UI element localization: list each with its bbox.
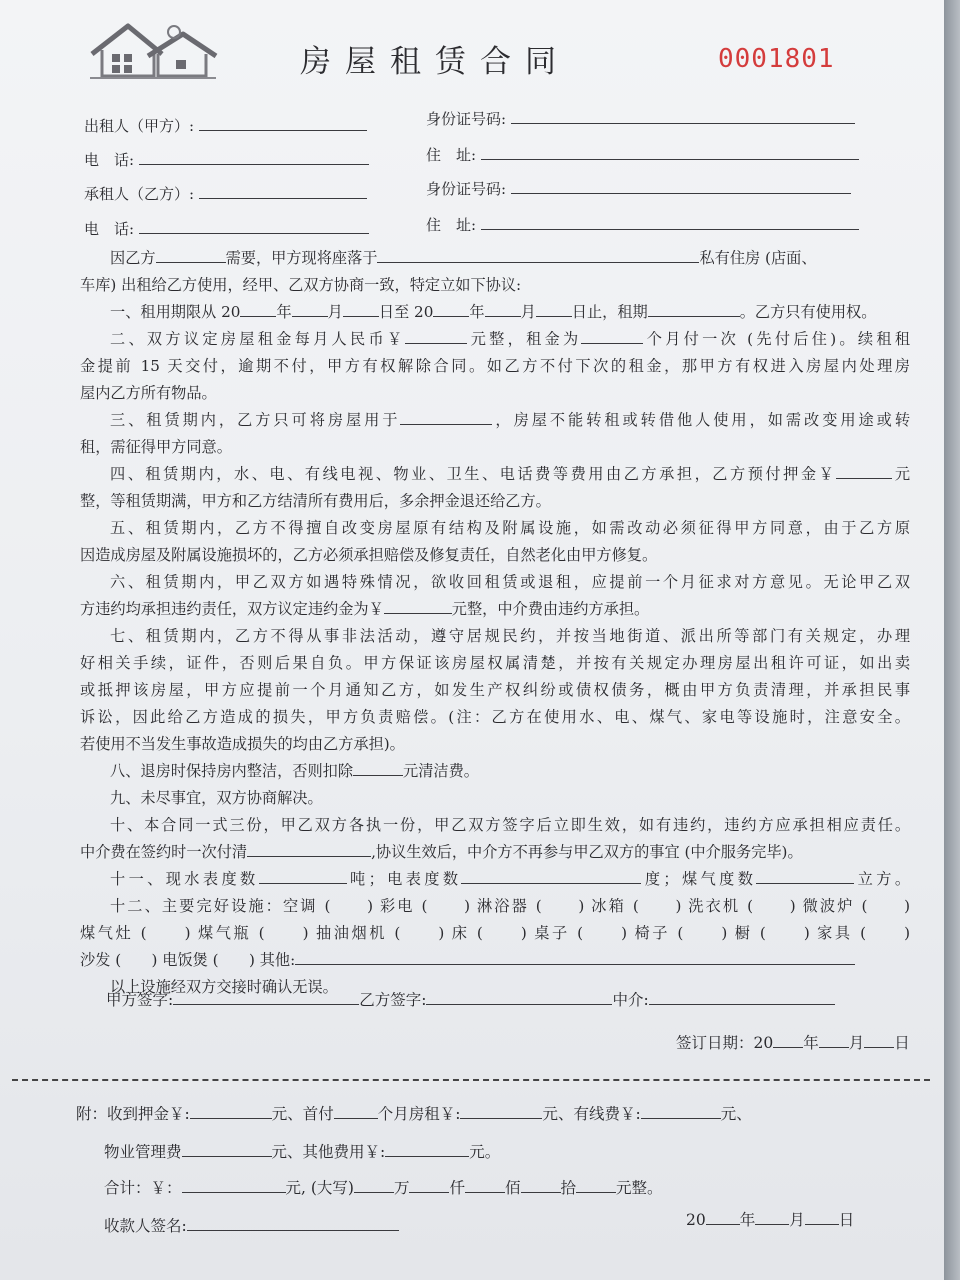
clause-text: 度；煤气度数 bbox=[641, 870, 757, 888]
receipt-unit: 元、 bbox=[720, 1105, 752, 1123]
end-month-blank[interactable] bbox=[485, 300, 521, 317]
clause-10-line-1: 十、本合同一式三份，甲乙双方各执一份，甲乙双方签字后立即生效，如有违约，违约方应承担相应责任。 bbox=[110, 816, 910, 834]
capital-yuan-blank[interactable] bbox=[576, 1176, 616, 1193]
clause-text: 四、租赁期内，水、电、有线电视、物业、卫生、电话费等费用由乙方承担，乙方预付押金￥ bbox=[110, 465, 837, 483]
receipt-day-blank[interactable] bbox=[805, 1208, 839, 1225]
clause-7-line-1: 七、租赁期内，乙方不得从事非法活动，遵守居规民约，并按当地街道、派出所等部门有关规定，办理 bbox=[110, 627, 910, 645]
clause-text: 沙发 ( ) 电饭煲 ( ) 其他: bbox=[80, 951, 296, 969]
party-b-signature-label: 乙方签字: bbox=[359, 991, 427, 1009]
clause-2-line-1 bbox=[80, 326, 910, 353]
clause-6-line-1: 六、租赁期内，甲乙双方如遇特殊情况，欲收回租赁或退租，应提前一个月征求对方意见。无论甲乙双 bbox=[110, 573, 910, 591]
confirm-line: 以上设施经双方交接时确认无误。 bbox=[110, 978, 338, 996]
agency-fee-blank[interactable] bbox=[247, 840, 371, 857]
capital-amount-label: 元, (大写) bbox=[285, 1179, 354, 1197]
lessor-blank[interactable] bbox=[199, 114, 367, 131]
end-day-blank[interactable] bbox=[536, 300, 572, 317]
signing-day-unit: 日 bbox=[894, 1034, 910, 1052]
agent-signature-label: 中介: bbox=[612, 991, 649, 1009]
payee-signature-label: 收款人签名: bbox=[104, 1217, 187, 1235]
clause-text: 吨；电表度数 bbox=[346, 870, 462, 888]
usage-blank[interactable] bbox=[400, 408, 492, 425]
clause-7-line-5: 若使用不当发生事故造成损失的均由乙方承担)。 bbox=[80, 735, 405, 753]
clause-4-line-2: 整，等租赁期满，甲方和乙方结清所有费用后，多余押金退还给乙方。 bbox=[80, 492, 551, 510]
phone-label-1: 电 话: bbox=[84, 151, 135, 169]
intro-text: 需要，甲方现将座落于 bbox=[225, 249, 378, 267]
reason-blank[interactable] bbox=[156, 246, 226, 263]
address-label-2: 住 址: bbox=[426, 216, 477, 234]
electric-meter-blank[interactable] bbox=[461, 867, 641, 884]
cable-fee-label: 元、有线费￥: bbox=[542, 1105, 641, 1123]
receipt-day-unit: 日 bbox=[838, 1211, 855, 1229]
id-number-blank-1[interactable] bbox=[511, 107, 855, 124]
receipt-unit: 元。 bbox=[469, 1143, 501, 1161]
signing-month-unit: 月 bbox=[848, 1034, 865, 1052]
id-number-field-2 bbox=[426, 177, 851, 199]
phone-blank-2[interactable] bbox=[139, 217, 369, 234]
first-payment-label: 元、首付 bbox=[271, 1105, 334, 1123]
deposit-received-blank[interactable] bbox=[190, 1102, 272, 1119]
clause-6-line-2 bbox=[80, 596, 910, 623]
months-blank[interactable] bbox=[334, 1102, 378, 1119]
total-label: 合计：￥： bbox=[104, 1179, 182, 1197]
contract-body bbox=[80, 245, 910, 1001]
capital-shi-blank[interactable] bbox=[521, 1176, 561, 1193]
clause-text: 个月付一次 (先付后住)。续租租 bbox=[643, 330, 911, 348]
gas-meter-blank[interactable] bbox=[756, 867, 854, 884]
clause-7-line-4: 诉讼，因此给乙方造成的损失，甲方负责赔偿。(注：乙方在使用水、电、煤气、家电等设施时，注意安全。 bbox=[80, 708, 910, 726]
clause-3-line-2: 租，需征得甲方同意。 bbox=[80, 438, 232, 456]
clause-text: 八、退房时保持房内整洁，否则扣除 bbox=[110, 762, 353, 780]
lessor-label: 出租人（甲方）: bbox=[84, 117, 195, 135]
phone-blank-1[interactable] bbox=[139, 148, 369, 165]
id-number-blank-2[interactable] bbox=[511, 177, 851, 194]
receipt-year-unit: 年 bbox=[739, 1211, 756, 1229]
clause-text: 元 bbox=[892, 465, 911, 483]
clause-10-line-2 bbox=[80, 839, 910, 866]
qian-unit: 仟 bbox=[449, 1179, 465, 1197]
start-month-blank[interactable] bbox=[292, 300, 328, 317]
rent-amount-blank[interactable] bbox=[460, 1102, 542, 1119]
term-blank[interactable] bbox=[648, 300, 740, 317]
receipt-row-3 bbox=[104, 1176, 663, 1198]
clause-text: 元整，中介费由违约方承担。 bbox=[451, 600, 650, 618]
clause-text: 中介费在签约时一次付清 bbox=[80, 843, 248, 861]
address-blank-1[interactable] bbox=[481, 143, 859, 160]
clause-9: 九、未尽事宜，双方协商解决。 bbox=[110, 789, 323, 807]
clause-text: 日至 20 bbox=[378, 303, 434, 321]
agent-signature-blank[interactable] bbox=[649, 988, 835, 1005]
location-blank[interactable] bbox=[377, 246, 699, 263]
other-fees-label: 元、其他费用￥: bbox=[271, 1143, 386, 1161]
phone-label-2: 电 话: bbox=[84, 220, 135, 238]
clause-text: 元整，租金为 bbox=[467, 330, 582, 348]
deposit-blank[interactable] bbox=[836, 462, 892, 479]
total-amount-blank[interactable] bbox=[182, 1176, 286, 1193]
other-facilities-blank[interactable] bbox=[295, 948, 855, 965]
clause-12-line-3 bbox=[80, 947, 910, 974]
clause-text: 立方。 bbox=[854, 870, 911, 888]
receipt-row-4 bbox=[104, 1214, 399, 1236]
signing-year-unit: 年 bbox=[803, 1034, 819, 1052]
clause-12-line-2: 煤气灶 ( ) 煤气瓶 ( ) 抽油烟机 ( ) 床 ( ) 桌子 ( ) 椅子 ( ) 橱 ( ) 家具 ( ) bbox=[80, 924, 910, 942]
clause-text: 年 bbox=[276, 303, 292, 321]
clause-text: 日止，租期 bbox=[571, 303, 648, 321]
capital-bai-blank[interactable] bbox=[465, 1176, 505, 1193]
signing-date-label: 签订日期：20 bbox=[676, 1034, 774, 1052]
signing-date bbox=[676, 1031, 910, 1053]
clause-7-line-2: 好相关手续，证件，否则后果自负。甲方保证该房屋权属清楚，并按有关规定办理房屋出租许可证，如出卖 bbox=[80, 654, 910, 672]
document-title: 房屋租赁合同 bbox=[300, 44, 570, 80]
clause-4-line-1 bbox=[80, 461, 910, 488]
address-blank-2[interactable] bbox=[481, 213, 859, 230]
bai-unit: 佰 bbox=[505, 1179, 521, 1197]
payment-cycle-blank[interactable] bbox=[581, 327, 643, 344]
clause-1 bbox=[80, 299, 910, 326]
receipt-row-1 bbox=[76, 1102, 752, 1124]
clause-text: 月 bbox=[520, 303, 536, 321]
house-logo-icon bbox=[88, 20, 218, 80]
cleaning-fee-blank[interactable] bbox=[353, 759, 403, 776]
clause-8 bbox=[80, 758, 910, 785]
lessee-blank[interactable] bbox=[199, 182, 367, 199]
lessee-field bbox=[84, 182, 367, 204]
wan-unit: 万 bbox=[393, 1179, 410, 1197]
clause-12-line-1: 十二、主要完好设施：空调 ( ) 彩电 ( ) 淋浴器 ( ) 冰箱 ( ) 洗衣机 ( ) 微波炉 ( ) bbox=[110, 897, 910, 915]
desk-background bbox=[944, 0, 960, 1280]
id-number-field-1 bbox=[426, 107, 855, 129]
clause-5-line-2: 因造成房屋及附属设施损坏的，乙方必须承担赔偿及修复责任，自然老化由甲方修复。 bbox=[80, 546, 658, 564]
capital-qian-blank[interactable] bbox=[409, 1176, 449, 1193]
intro-line-2: 车库) 出租给乙方使用，经甲、乙双方协商一致，特定立如下协议: bbox=[80, 276, 522, 294]
penalty-blank[interactable] bbox=[384, 597, 452, 614]
address-label-1: 住 址: bbox=[426, 146, 477, 164]
rent-blank[interactable] bbox=[405, 327, 467, 344]
party-a-signature-label: 甲方签字: bbox=[106, 991, 174, 1009]
lessor-field bbox=[84, 114, 367, 136]
clause-5-line-1: 五、租赁期内，乙方不得擅自改变房屋原有结构及附属设施，如需改动必须征得甲方同意，由于乙方原 bbox=[110, 519, 910, 537]
lessee-label: 承租人（乙方）: bbox=[84, 185, 195, 203]
clause-text: ，房屋不能转租或转借他人使用，如需改变用途或转 bbox=[492, 411, 911, 429]
id-number-label-1: 身份证号码: bbox=[426, 110, 507, 128]
phone-field-2 bbox=[84, 217, 369, 239]
other-fees-blank[interactable] bbox=[385, 1140, 469, 1157]
capital-wan-blank[interactable] bbox=[354, 1176, 394, 1193]
deposit-received-label: 附：收到押金￥: bbox=[76, 1105, 190, 1123]
receipt-date bbox=[686, 1208, 854, 1230]
property-fee-blank[interactable] bbox=[182, 1140, 272, 1157]
serial-number: 0001801 bbox=[718, 44, 835, 74]
address-field-1 bbox=[426, 143, 859, 165]
rent-label: 个月房租￥: bbox=[377, 1105, 461, 1123]
party-a-signature-blank[interactable] bbox=[173, 988, 359, 1005]
clause-7-line-3: 或抵押该房屋，甲方应提前一个月通知乙方，如发生产权纠纷或债权债务，概由甲方负责清理，并承担民事 bbox=[80, 681, 910, 699]
end-year-blank[interactable] bbox=[433, 300, 469, 317]
address-field-2 bbox=[426, 213, 859, 235]
signing-year-blank[interactable] bbox=[773, 1031, 803, 1048]
receipt-year-blank[interactable] bbox=[706, 1208, 740, 1225]
signature-row bbox=[106, 988, 835, 1010]
clause-11 bbox=[80, 866, 910, 893]
id-number-label-2: 身份证号码: bbox=[426, 180, 507, 198]
clause-text: 三、租赁期内，乙方只可将房屋用于 bbox=[110, 411, 401, 429]
clause-text: 十一、现水表度数 bbox=[110, 870, 259, 888]
yuan-unit: 元整。 bbox=[616, 1179, 663, 1197]
party-b-signature-blank[interactable] bbox=[426, 988, 612, 1005]
clause-3-line-1 bbox=[80, 407, 910, 434]
payee-signature-blank[interactable] bbox=[187, 1214, 399, 1231]
clause-text: 年 bbox=[469, 303, 485, 321]
clause-text: 。乙方只有使用权。 bbox=[739, 303, 877, 321]
clause-text: 方违约均承担违约责任，双方议定违约金为￥ bbox=[80, 600, 384, 618]
shi-unit: 拾 bbox=[560, 1179, 577, 1197]
clause-text: ,协议生效后，中介方不再参与甲乙双方的事宜 (中介服务完毕)。 bbox=[371, 843, 803, 861]
clause-2-line-3: 屋内乙方所有物品。 bbox=[80, 384, 217, 402]
receipt-year-prefix: 20 bbox=[686, 1211, 706, 1229]
signing-day-blank[interactable] bbox=[864, 1031, 894, 1048]
start-year-blank[interactable] bbox=[240, 300, 276, 317]
clause-text: 元清洁费。 bbox=[403, 762, 479, 780]
clause-text: 月 bbox=[327, 303, 343, 321]
intro-line-1 bbox=[80, 245, 910, 272]
start-day-blank[interactable] bbox=[343, 300, 379, 317]
receipt-month-unit: 月 bbox=[789, 1211, 805, 1229]
cable-fee-blank[interactable] bbox=[641, 1102, 721, 1119]
signing-month-blank[interactable] bbox=[819, 1031, 849, 1048]
phone-field-1 bbox=[84, 148, 369, 170]
receipt-row-2 bbox=[104, 1140, 500, 1162]
receipt-month-blank[interactable] bbox=[755, 1208, 789, 1225]
property-fee-label: 物业管理费 bbox=[104, 1143, 182, 1161]
clause-text: 二、双方议定房屋租金每月人民币￥ bbox=[110, 330, 406, 348]
water-meter-blank[interactable] bbox=[259, 867, 347, 884]
clause-2-line-2: 金提前 15 天交付，逾期不付，甲方有权解除合同。如乙方不付下次的租金，那甲方有权进入房屋内处理房 bbox=[80, 357, 910, 375]
intro-text: 因乙方 bbox=[110, 249, 156, 267]
tear-off-divider bbox=[12, 1079, 930, 1081]
intro-text: 私有住房 (店面、 bbox=[699, 249, 817, 267]
clause-text: 一、租用期限从 20 bbox=[110, 303, 241, 321]
